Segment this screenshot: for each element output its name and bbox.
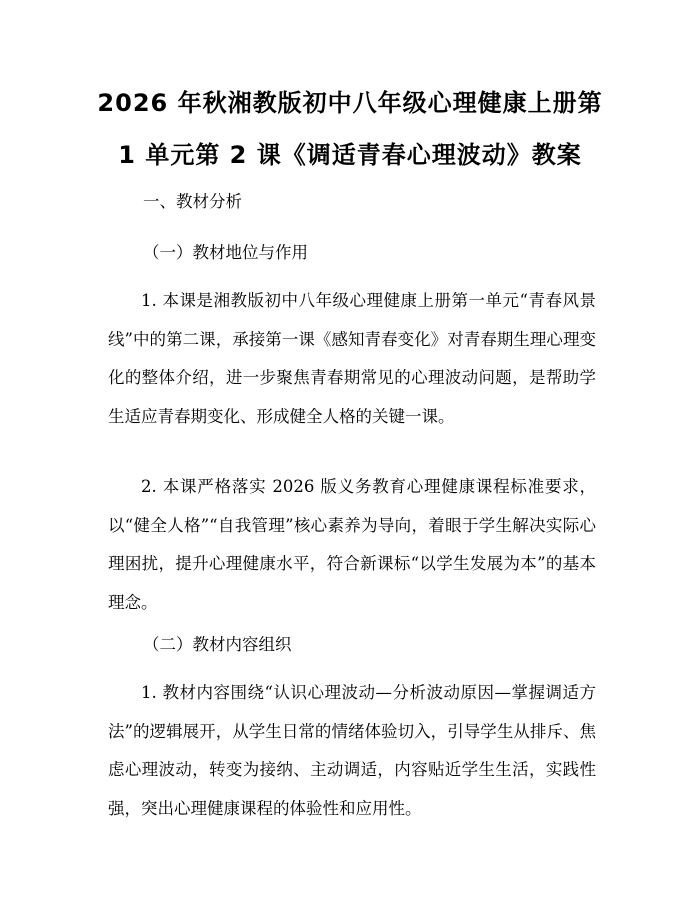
document-title-line-2: 1 单元第 2 课《调适青春心理波动》教案 — [118, 141, 582, 169]
subsection-heading-position-role: （一）教材地位与作用 — [143, 243, 308, 262]
paragraph-2: 2. 本课严格落实 2026 版义务教育心理健康课程标准要求，以“健全人格”“自我管理”核心素养为导向，着眼于学生解决实际心理困扰，提升心理健康水平，符合新课标“以学生发展为本”的基本理念。 — [108, 477, 596, 612]
section-heading-textbook-analysis: 一、教材分析 — [143, 192, 242, 211]
document-title-line-1: 2026 年秋湘教版初中八年级心理健康上册第 — [97, 89, 603, 117]
paragraph-3: 1. 教材内容围绕“认识心理波动—分析波动原因—掌握调适方法”的逻辑展开，从学生日常的情绪体验切入，引导学生从排斥、焦虑心理波动，转变为接纳、主动调适，内容贴近学生生活，实践性强，突出心理健康课程的体验性和应用性。 — [108, 683, 596, 818]
subsection-heading-content-organization: （二）教材内容组织 — [143, 635, 292, 654]
paragraph-1: 1. 本课是湘教版初中八年级心理健康上册第一单元“青春风景线”中的第二课，承接第一课《感知青春变化》对青春期生理心理变化的整体介绍，进一步聚焦青春期常见的心理波动问题，是帮助学生适应青春期变化、形成健全人格的关键一课。 — [108, 291, 596, 426]
